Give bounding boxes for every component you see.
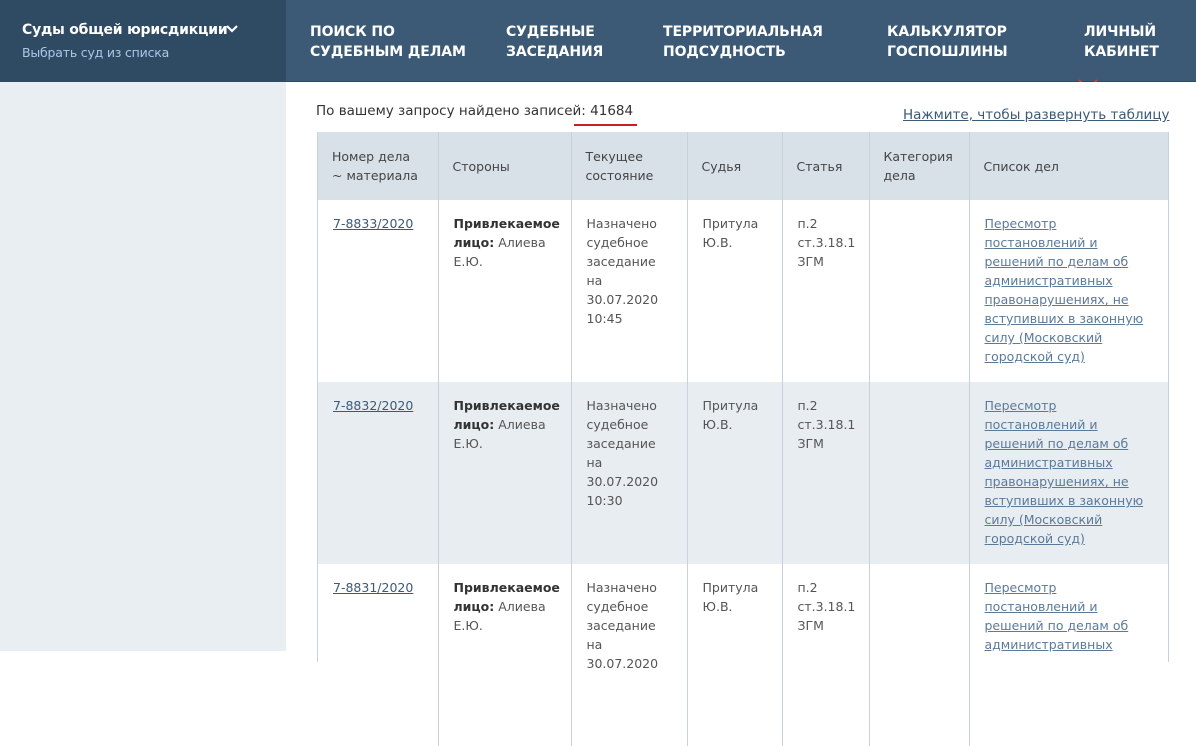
expand-table-link[interactable]: Нажмите, чтобы развернуть таблицу (903, 107, 1170, 123)
nav-label-line: ЛИЧНЫЙ (1084, 24, 1156, 40)
nav-label-line: СУДЕБНЫМ ДЕЛАМ (310, 44, 466, 60)
case-list-link[interactable]: Пересмотр постановлений и решений по делам об административных правонарушениях, не вступивших в законную силу (Московский городской суд) (984, 216, 1144, 364)
nav-personal-account[interactable] (1084, 22, 1159, 62)
column-header-category[interactable]: Категория дела (869, 132, 969, 200)
table-row (318, 564, 1168, 746)
cell-category (869, 200, 969, 382)
cell-article: п.2 ст.3.18.1 ЗГМ (782, 564, 869, 746)
cell-judge: Притула Ю.В. (687, 200, 782, 382)
table-header-row (318, 132, 1168, 200)
party-role-label: Привлекаемое лицо: (453, 216, 560, 250)
column-header-case-number[interactable]: Номер дела ~ материала (318, 132, 438, 200)
court-select-link[interactable]: Выбрать суд из списка (22, 45, 170, 60)
case-number-link[interactable]: 7-8832/2020 (333, 398, 414, 413)
results-count-text (316, 103, 633, 119)
column-header-judge[interactable]: Судья (687, 132, 782, 200)
nav-label-line: ТЕРРИТОРИАЛЬНАЯ (663, 24, 823, 40)
party-role-label: Привлекаемое лицо: (453, 398, 560, 432)
column-header-state[interactable]: Текущее состояние (571, 132, 687, 200)
cell-state: Назначено судебное заседание на 30.07.2020 10:30 (571, 382, 687, 564)
nav-label-line: КАЛЬКУЛЯТОР (887, 24, 1007, 40)
nav-label-line: СУДЕБНЫЕ (506, 24, 595, 40)
cell-state: Назначено судебное заседание на 30.07.2020 10:45 (571, 200, 687, 382)
cell-state: Назначено судебное заседание на 30.07.2020 (571, 564, 687, 746)
cell-category (869, 564, 969, 746)
nav-territorial-jurisdiction[interactable] (663, 22, 823, 62)
party-role-label: Привлекаемое лицо: (453, 580, 560, 614)
nav-fee-calculator[interactable] (887, 22, 1008, 62)
top-navigation-bar (0, 0, 1196, 82)
cell-case-number (318, 200, 438, 382)
nav-court-sessions[interactable] (506, 22, 603, 62)
party-name: Алиева Е.Ю. (453, 417, 546, 451)
cell-case-list (969, 200, 1168, 382)
results-table (318, 132, 1168, 746)
party-name: Алиева Е.Ю. (453, 599, 546, 633)
chevron-down-icon[interactable] (225, 22, 239, 36)
column-header-case-list[interactable]: Список дел (969, 132, 1168, 200)
column-header-article[interactable]: Статья (782, 132, 869, 200)
party-name: Алиева Е.Ю. (453, 235, 546, 269)
count-highlight-underline (574, 124, 637, 126)
court-selector[interactable] (0, 0, 286, 81)
case-number-link[interactable]: 7-8831/2020 (333, 580, 414, 595)
nav-label-line: ПОДСУДНОСТЬ (663, 44, 786, 60)
results-count-value: 41684 (590, 103, 634, 119)
case-number-link[interactable]: 7-8833/2020 (333, 216, 414, 231)
nav-search-cases[interactable] (310, 22, 466, 62)
cell-category (869, 382, 969, 564)
cell-case-number (318, 382, 438, 564)
nav-label-line: ЗАСЕДАНИЯ (506, 44, 604, 60)
table-row (318, 200, 1168, 382)
results-table-container[interactable] (317, 132, 1169, 671)
cell-parties (438, 564, 571, 746)
court-title[interactable]: Суды общей юрисдикции (22, 22, 228, 38)
nav-label-line: ГОСПОШЛИНЫ (887, 44, 1008, 60)
column-header-parties[interactable]: Стороны (438, 132, 571, 200)
nav-label-line: КАБИНЕТ (1084, 44, 1159, 60)
case-list-link[interactable]: Пересмотр постановлений и решений по делам об административных правонарушениях, не вступивших в законную силу (Московский городской суд) (984, 398, 1144, 546)
cell-article: п.2 ст.3.18.1 ЗГМ (782, 200, 869, 382)
cell-parties (438, 382, 571, 564)
cell-article: п.2 ст.3.18.1 ЗГМ (782, 382, 869, 564)
cell-case-list (969, 564, 1168, 746)
cell-judge: Притула Ю.В. (687, 564, 782, 746)
cell-case-number (318, 564, 438, 746)
cell-judge: Притула Ю.В. (687, 382, 782, 564)
left-sidebar (0, 82, 286, 651)
nav-label-line: ПОИСК ПО (310, 24, 395, 40)
results-count-label: По вашему запросу найдено записей: (316, 103, 586, 119)
table-row (318, 382, 1168, 564)
case-list-link[interactable]: Пересмотр постановлений и решений по делам об административных (984, 580, 1129, 652)
cell-case-list (969, 382, 1168, 564)
cell-parties (438, 200, 571, 382)
